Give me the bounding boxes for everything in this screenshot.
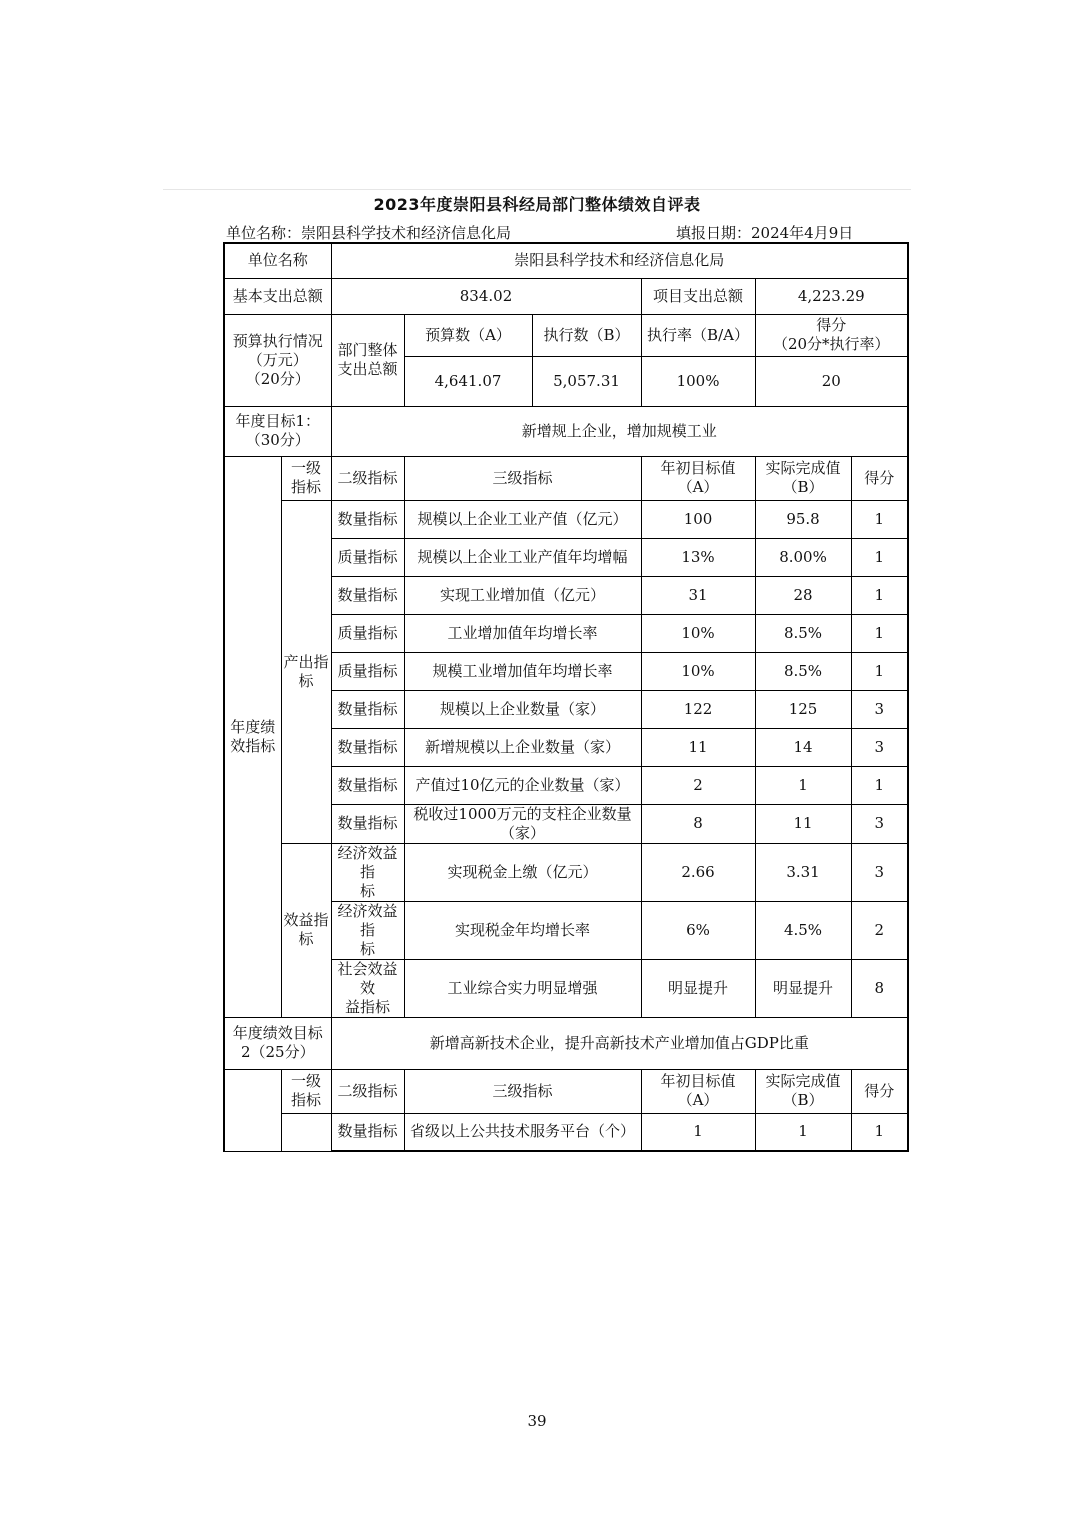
- target-cell: 31: [641, 576, 755, 614]
- level3-cell: 规模以上企业工业产值年均增幅: [404, 538, 641, 576]
- target-cell: 明显提升: [641, 959, 755, 1017]
- target-header-line2: （A）: [677, 1091, 719, 1109]
- fill-date-label: 填报日期：2024年4月9日: [676, 224, 854, 242]
- actual-cell: 8.5%: [755, 614, 851, 652]
- level1-header-line1: 一级: [291, 1072, 322, 1090]
- level3-cell: 工业综合实力明显增强: [404, 959, 641, 1017]
- level3-cell: 新增规模以上企业数量（家）: [404, 728, 641, 766]
- actual-header-line1: 实际完成值: [765, 1072, 841, 1090]
- document-title: 2023年度崇阳县科经局部门整体绩效自评表: [373, 195, 701, 214]
- goal2-description: 新增高新技术企业，提升高新技术产业增加值占GDP比重: [331, 1017, 908, 1069]
- level2-line2: 标: [360, 939, 376, 958]
- level2-line1: 经济效益指: [337, 901, 398, 939]
- annual-indicator-line2: 效指标: [230, 736, 276, 755]
- actual-cell: 125: [755, 690, 851, 728]
- goal2-row: [224, 1017, 908, 1069]
- unit-name-label: 单位名称：崇阳县科学技术和经济信息化局: [226, 224, 512, 242]
- unit-name-value: 崇阳县科学技术和经济信息化局: [331, 243, 908, 278]
- level2-cell: 质量指标: [331, 652, 404, 690]
- level1-header-line2: 指标: [291, 478, 322, 496]
- actual-cell: 95.8: [755, 500, 851, 538]
- annual-indicator-label: [224, 456, 281, 1017]
- goal1-label: [224, 406, 331, 456]
- actual-header: [755, 456, 851, 500]
- level3-cell: 工业增加值年均增长率: [404, 614, 641, 652]
- score-cell: 1: [851, 500, 908, 538]
- level1-header: [281, 456, 331, 500]
- goal2-level1-cell: [281, 1113, 331, 1151]
- level2-line2: 标: [360, 881, 376, 900]
- budget-label-line1: 预算执行情况: [232, 331, 323, 350]
- level2-line2: 益指标: [345, 997, 391, 1016]
- target-cell: 10%: [641, 652, 755, 690]
- execution-amount-value: 5,057.31: [532, 356, 641, 406]
- actual-cell: 明显提升: [755, 959, 851, 1017]
- target-cell: 8: [641, 804, 755, 843]
- goal2-column-header-row: [224, 1069, 908, 1113]
- budget-score-header: [755, 314, 908, 356]
- output-indicator-line2: 标: [298, 671, 314, 690]
- actual-header-line2: （B）: [782, 478, 824, 496]
- score-cell: 1: [851, 538, 908, 576]
- actual-cell: 8.5%: [755, 652, 851, 690]
- level2-cell: 质量指标: [331, 538, 404, 576]
- target-cell: 122: [641, 690, 755, 728]
- goal1-description: 新增规上企业，增加规模工业: [331, 406, 908, 456]
- basic-expenditure-label: 基本支出总额: [224, 278, 331, 314]
- level1-header: [281, 1069, 331, 1113]
- unit-row: [224, 243, 908, 278]
- goal1-row: [224, 406, 908, 456]
- benefit-indicator-line1: 效益指: [283, 911, 329, 929]
- level3-cell: 规模以上企业工业产值（亿元）: [404, 500, 641, 538]
- execution-rate-value: 100%: [641, 356, 755, 406]
- table-row: [224, 500, 908, 538]
- level3-cell: 省级以上公共技术服务平台（个）: [404, 1113, 641, 1151]
- output-indicator-line1: 产出指: [283, 652, 329, 671]
- actual-cell: 28: [755, 576, 851, 614]
- basic-expenditure-value: 834.02: [331, 278, 641, 314]
- target-header-line1: 年初目标值: [660, 1072, 736, 1090]
- target-cell: 6%: [641, 901, 755, 959]
- budget-amount-header: 预算数（A）: [404, 314, 532, 356]
- level2-header: 二级指标: [331, 456, 404, 500]
- score-cell: 3: [851, 843, 908, 901]
- target-cell: 100: [641, 500, 755, 538]
- actual-header-line2: （B）: [782, 1091, 824, 1109]
- level2-cell: 数量指标: [331, 766, 404, 804]
- score-cell: 1: [851, 652, 908, 690]
- level3-cell: 实现工业增加值（亿元）: [404, 576, 641, 614]
- level2-cell: 数量指标: [331, 690, 404, 728]
- benefit-indicator-label: [281, 843, 331, 1017]
- level3-cell: 实现税金年均增长率: [404, 901, 641, 959]
- actual-cell: 4.5%: [755, 901, 851, 959]
- level2-cell: [331, 901, 404, 959]
- score-cell: 2: [851, 901, 908, 959]
- target-cell: 2.66: [641, 843, 755, 901]
- budget-label-line3: （20分）: [245, 369, 310, 388]
- execution-rate-header: 执行率（B/A）: [641, 314, 755, 356]
- level2-line1: 社会效益效: [337, 959, 398, 997]
- goal1-column-header-row: [224, 456, 908, 500]
- actual-cell: 3.31: [755, 843, 851, 901]
- score-cell: 3: [851, 728, 908, 766]
- level3-header: 三级指标: [404, 1069, 641, 1113]
- page-number: 39: [527, 1412, 547, 1430]
- level2-cell: 数量指标: [331, 728, 404, 766]
- budget-execution-label: [224, 314, 331, 406]
- actual-cell: 11: [755, 804, 851, 843]
- level2-cell: 数量指标: [331, 500, 404, 538]
- goal1-label-line1: 年度目标1：: [235, 412, 321, 430]
- actual-cell: 14: [755, 728, 851, 766]
- budget-score-header-line2: （20分*执行率）: [772, 335, 890, 353]
- level3-header: 三级指标: [404, 456, 641, 500]
- score-cell: 8: [851, 959, 908, 1017]
- level2-cell: [331, 843, 404, 901]
- actual-cell: 1: [755, 766, 851, 804]
- target-header-line1: 年初目标值: [660, 459, 736, 477]
- goal2-label-line1: 年度绩效目标: [232, 1024, 323, 1042]
- budget-score-header-line1: 得分: [816, 316, 847, 334]
- actual-cell: 1: [755, 1113, 851, 1151]
- score-header: 得分: [851, 456, 908, 500]
- table-row: [224, 843, 908, 901]
- goal1-label-line2: （30分）: [245, 431, 310, 449]
- target-cell: 11: [641, 728, 755, 766]
- level1-header-line1: 一级: [291, 459, 322, 477]
- budget-score-value: 20: [755, 356, 908, 406]
- expenditure-row: [224, 278, 908, 314]
- score-cell: 1: [851, 1113, 908, 1151]
- budget-amount-value: 4,641.07: [404, 356, 532, 406]
- target-cell: 2: [641, 766, 755, 804]
- level3-cell: 规模工业增加值年均增长率: [404, 652, 641, 690]
- dept-total-label: [331, 314, 404, 406]
- project-expenditure-value: 4,223.29: [755, 278, 908, 314]
- target-header: [641, 456, 755, 500]
- target-cell: 10%: [641, 614, 755, 652]
- budget-header-row: [224, 314, 908, 356]
- level2-header: 二级指标: [331, 1069, 404, 1113]
- actual-cell: 8.00%: [755, 538, 851, 576]
- level2-cell: 数量指标: [331, 576, 404, 614]
- target-cell: 13%: [641, 538, 755, 576]
- actual-header-line1: 实际完成值: [765, 459, 841, 477]
- level2-cell: 质量指标: [331, 614, 404, 652]
- level3-cell: 规模以上企业数量（家）: [404, 690, 641, 728]
- table-row: [224, 1113, 908, 1151]
- page-top-rule: [163, 189, 911, 190]
- dept-total-line2: 支出总额: [337, 360, 398, 378]
- performance-self-evaluation-table: [223, 242, 909, 1152]
- level3-cell: 税收过1000万元的支柱企业数量（家）: [404, 804, 641, 843]
- score-cell: 3: [851, 804, 908, 843]
- output-indicator-label: [281, 500, 331, 843]
- score-cell: 1: [851, 766, 908, 804]
- score-cell: 1: [851, 576, 908, 614]
- goal2-label: [224, 1017, 331, 1069]
- level3-cell: 产值过10亿元的企业数量（家）: [404, 766, 641, 804]
- unit-name-header: 单位名称: [224, 243, 331, 278]
- target-header-line2: （A）: [677, 478, 719, 496]
- score-cell: 1: [851, 614, 908, 652]
- score-cell: 3: [851, 690, 908, 728]
- level2-cell: 数量指标: [331, 804, 404, 843]
- actual-header: [755, 1069, 851, 1113]
- level1-header-line2: 指标: [291, 1091, 322, 1109]
- level2-line1: 经济效益指: [337, 843, 398, 881]
- level2-cell: [331, 959, 404, 1017]
- level3-cell: 实现税金上缴（亿元）: [404, 843, 641, 901]
- project-expenditure-label: 项目支出总额: [641, 278, 755, 314]
- benefit-indicator-line2: 标: [298, 930, 314, 948]
- dept-total-line1: 部门整体: [337, 341, 398, 359]
- goal2-indicator-label: [224, 1069, 281, 1151]
- target-header: [641, 1069, 755, 1113]
- execution-amount-header: 执行数（B）: [532, 314, 641, 356]
- budget-label-line2: （万元）: [247, 350, 308, 369]
- target-cell: 1: [641, 1113, 755, 1151]
- goal2-label-line2: 2（25分）: [240, 1043, 315, 1061]
- score-header: 得分: [851, 1069, 908, 1113]
- level2-cell: 数量指标: [331, 1113, 404, 1151]
- annual-indicator-line1: 年度绩: [230, 717, 276, 736]
